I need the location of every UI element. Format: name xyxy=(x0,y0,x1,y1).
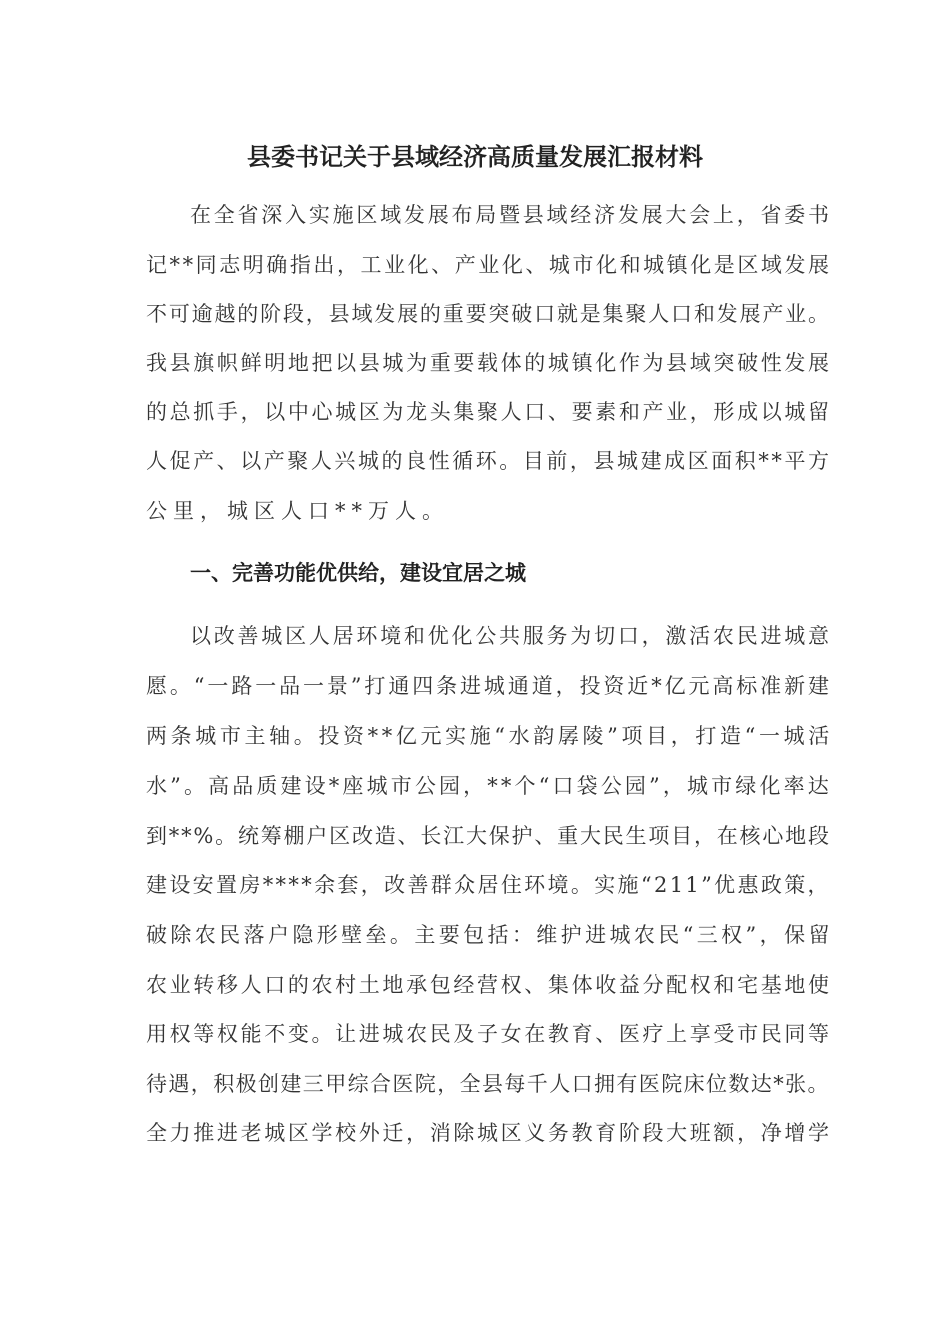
paragraph-line: 两条城市主轴。投资**亿元实施“水韵孱陵”项目，打造“一城活 xyxy=(146,724,833,748)
section-heading: 一、完善功能优供给，建设宜居之城 xyxy=(190,560,526,585)
paragraph-line: 到**%。统筹棚户区改造、长江大保护、重大民生项目，在核心地段 xyxy=(146,824,831,848)
paragraph-line: 全力推进老城区学校外迁，消除城区义务教育阶段大班额，净增学 xyxy=(146,1121,832,1145)
paragraph-line: 以改善城区人居环境和优化公共服务为切口，激活农民进城意 xyxy=(190,624,832,648)
paragraph-line: 愿。“一路一品一景”打通四条进城通道，投资近*亿元高标准新建 xyxy=(146,674,832,698)
paragraph-line: 用权等权能不变。让进城农民及子女在教育、医疗上享受市民同等 xyxy=(146,1022,832,1046)
paragraph-line: 农业转移人口的农村土地承包经营权、集体收益分配权和宅基地使 xyxy=(146,973,832,997)
paragraph-line: 建设安置房****余套，改善群众居住环境。实施“211”优惠政策， xyxy=(146,873,831,897)
document-title: 县委书记关于县域经济高质量发展汇报材料 xyxy=(247,142,703,171)
paragraph-line: 公里，城区人口**万人。 xyxy=(146,499,449,523)
paragraph-line: 的总抓手，以中心城区为龙头集聚人口、要素和产业，形成以城留 xyxy=(146,400,832,424)
paragraph-line: 水”。高品质建设*座城市公园，**个“口袋公园”，城市绿化率达 xyxy=(146,774,832,798)
paragraph-line: 破除农民落户隐形壁垒。主要包括：维护进城农民“三权”，保留 xyxy=(146,923,833,947)
paragraph-line: 记**同志明确指出，工业化、产业化、城市化和城镇化是区域发展 xyxy=(146,253,832,277)
paragraph-line: 人促产、以产聚人兴城的良性循环。目前，县城建成区面积**平方 xyxy=(146,449,832,473)
paragraph-line: 在全省深入实施区域发展布局暨县域经济发展大会上，省委书 xyxy=(190,203,832,227)
paragraph-line: 我县旗帜鲜明地把以县城为重要载体的城镇化作为县域突破性发展 xyxy=(146,351,832,375)
paragraph-line: 不可逾越的阶段，县域发展的重要突破口就是集聚人口和发展产业。 xyxy=(146,302,831,326)
paragraph-line: 待遇，积极创建三甲综合医院，全县每千人口拥有医院床位数达*张。 xyxy=(146,1072,830,1096)
